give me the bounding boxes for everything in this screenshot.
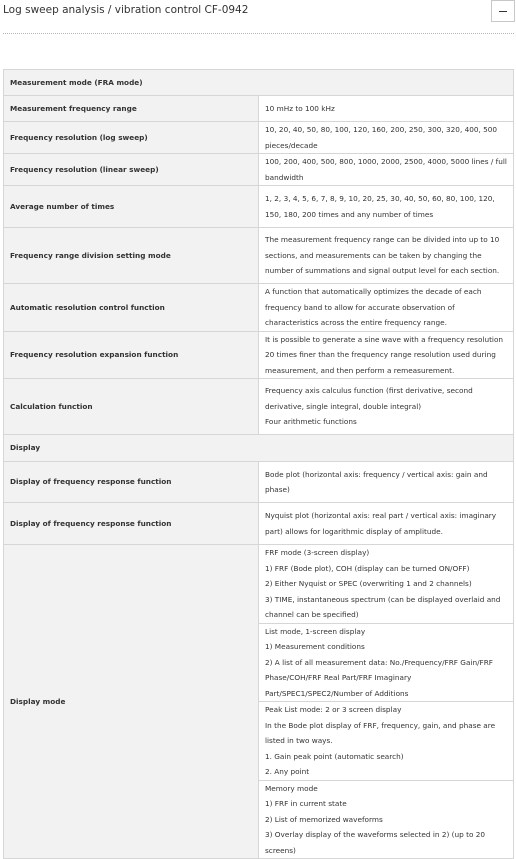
minus-icon	[499, 11, 507, 12]
value-line: Peak List mode: 2 or 3 screen display	[265, 705, 402, 714]
row-label: Frequency resolution (log sweep)	[4, 122, 259, 154]
row-value: 100, 200, 400, 500, 800, 1000, 2000, 2500, 4000, 5000 lines / full bandwidth	[259, 154, 514, 186]
value-line: FRF mode (3-screen display)	[265, 548, 370, 557]
row-label: Automatic resolution control function	[4, 284, 259, 332]
divider	[3, 33, 514, 34]
value-line: Four arithmetic functions	[265, 417, 357, 427]
section-heading: Display	[4, 435, 514, 462]
row-label: Measurement frequency range	[4, 96, 259, 122]
table-row	[4, 186, 514, 228]
table-row	[4, 284, 514, 332]
row-value	[259, 702, 514, 781]
table-row	[4, 122, 514, 154]
row-value: 1, 2, 3, 4, 5, 6, 7, 8, 9, 10, 20, 25, 30, 40, 50, 60, 80, 100, 120, 150, 180, 200 times and any number of times	[259, 186, 514, 228]
value-line: Frequency axis calculus function (first derivative, second derivative, single integral, double integral)	[265, 386, 473, 411]
table-row	[4, 545, 514, 624]
row-label: Calculation function	[4, 379, 259, 435]
value-line: List mode, 1-screen display	[265, 626, 366, 636]
row-value: A function that automatically optimizes the decade of each frequency band to allow for accurate observation of characteristics across the entire frequency range.	[259, 284, 514, 332]
row-label: Frequency resolution (linear sweep)	[4, 154, 259, 186]
value-line: 1) FRF in current state	[265, 799, 347, 808]
value-line: 1. Gain peak point (automatic search)	[265, 751, 404, 761]
value-line: 3) Overlay display of the waveforms selected in 2) (up to 20 screens)	[265, 830, 486, 855]
row-value: The measurement frequency range can be divided into up to 10 sections, and measurements can be taken by changing the number of summations and signal output level for each section.	[259, 228, 514, 284]
value-line: 2) Either Nyquist or SPEC (overwriting 1 and 2 channels)	[265, 579, 472, 588]
table-row	[4, 379, 514, 435]
section-header-row	[4, 70, 514, 96]
value-line: Memory mode	[265, 783, 318, 793]
row-value: Nyquist plot (horizontal axis: real part / vertical axis: imaginary part) allows for logarithmic display of amplitude.	[259, 503, 514, 545]
page-title: Log sweep analysis / vibration control CF-0942	[3, 4, 249, 16]
table-row	[4, 154, 514, 186]
row-label: Display of frequency response function	[4, 462, 259, 503]
value-line: 3) TIME, instantaneous spectrum (can be displayed overlaid and channel can be specified)	[265, 594, 501, 619]
value-line: 2. Any point	[265, 767, 310, 776]
row-label: Average number of times	[4, 186, 259, 228]
row-value: Bode plot (horizontal axis: frequency / vertical axis: gain and phase)	[259, 462, 514, 503]
row-value	[259, 780, 514, 859]
section-heading: Measurement mode (FRA mode)	[4, 70, 514, 96]
row-label: Display of frequency response function	[4, 503, 259, 545]
table-row	[4, 228, 514, 284]
spec-table	[3, 69, 514, 859]
table-row	[4, 462, 514, 503]
row-value	[259, 545, 514, 624]
value-line: 1) FRF (Bode plot), COH (display can be turned ON/OFF)	[265, 563, 470, 573]
table-row	[4, 96, 514, 122]
section-header-row	[4, 435, 514, 462]
row-value: 10, 20, 40, 50, 80, 100, 120, 160, 200, 250, 300, 320, 400, 500 pieces/decade	[259, 122, 514, 154]
row-value	[259, 379, 514, 435]
row-value: It is possible to generate a sine wave with a frequency resolution 20 times finer than the frequency range resolution used during measurement, and then perform a remeasurement.	[259, 331, 514, 379]
row-value	[259, 623, 514, 702]
table-row	[4, 331, 514, 379]
value-line: 2) A list of all measurement data: No./Frequency/FRF Gain/FRF Phase/COH/FRF Real Part/FRF Imaginary Part/SPEC1/SPEC2/Number of Additions	[265, 657, 494, 698]
value-line: 1) Measurement conditions	[265, 642, 365, 651]
row-label: Display mode	[4, 545, 259, 859]
row-label: Frequency range division setting mode	[4, 228, 259, 284]
page-header	[0, 0, 516, 28]
row-value: 10 mHz to 100 kHz	[259, 96, 514, 122]
value-line: In the Bode plot display of FRF, frequency, gain, and phase are listed in two ways.	[265, 720, 496, 745]
value-line: 2) List of memorized waveforms	[265, 814, 383, 824]
row-label: Frequency resolution expansion function	[4, 331, 259, 379]
collapse-button[interactable]	[491, 0, 515, 22]
table-row	[4, 503, 514, 545]
